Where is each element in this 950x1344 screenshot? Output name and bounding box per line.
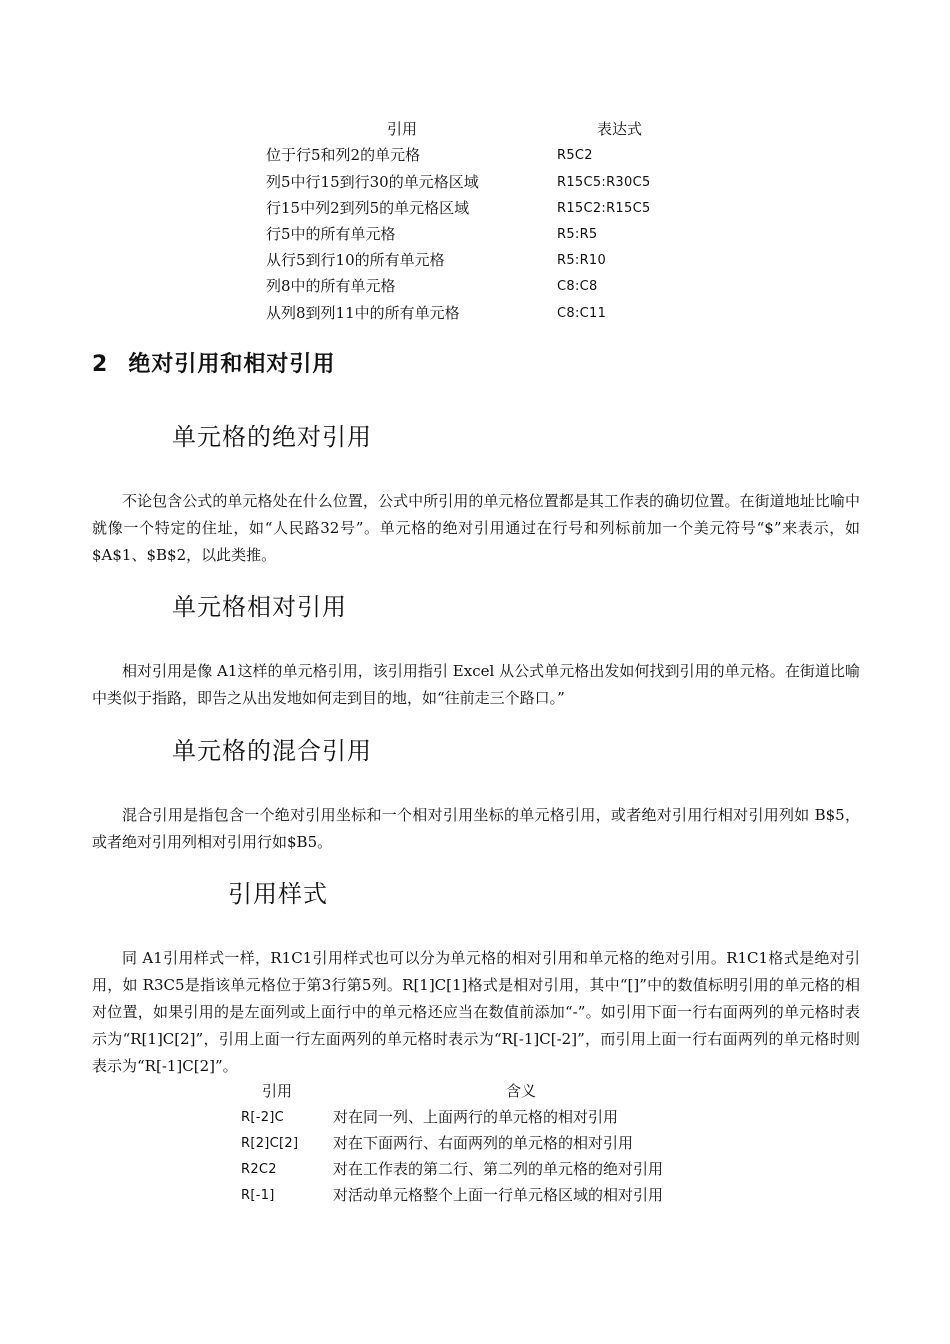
table1-row-expr: R5C2 (557, 148, 593, 163)
table2-row-meaning: 对活动单元格整个上面一行单元格区域的相对引用 (333, 1186, 664, 1204)
table1-row-expr: R5:R10 (557, 253, 607, 268)
section-number: 2 (92, 352, 109, 377)
table2-header-reference: 引用 (262, 1082, 293, 1100)
table1-row-desc: 从列8到列11中的所有单元格 (266, 304, 460, 322)
subheading-reference-style: 引用样式 (228, 880, 328, 908)
table1-row-expr: R15C5:R30C5 (557, 175, 651, 190)
table1-row-expr: C8:C8 (557, 279, 598, 294)
section-title: 绝对引用和相对引用 (128, 352, 336, 377)
paragraph-mixed-reference: 混合引用是指包含一个绝对引用坐标和一个相对引用坐标的单元格引用，或者绝对引用行相对引用列如 B$5，或者绝对引用列相对引用行如$B5。 (92, 806, 860, 851)
table1-row-desc: 位于行5和列2的单元格 (266, 146, 421, 164)
paragraph-absolute-reference: 不论包含公式的单元格处在什么位置，公式中所引用的单元格位置都是其工作表的确切位置。在街道地址比喻中就像一个特定的住址，如“人民路32号”。单元格的绝对引用通过在行号和列标前加一个美元符号“$”来表示，如$A$1、$B$2，以此类推。 (92, 492, 860, 564)
subheading-relative-reference: 单元格相对引用 (172, 593, 347, 621)
table1-header-reference: 引用 (387, 120, 418, 138)
table2-row-ref: R[-1] (241, 1188, 275, 1203)
table1-row-desc: 行15中列2到列5的单元格区域 (266, 199, 470, 217)
table1-header-expression: 表达式 (597, 120, 643, 138)
table2-row-ref: R2C2 (241, 1162, 277, 1177)
table2-header-meaning: 含义 (506, 1082, 537, 1100)
table2-row-meaning: 对在工作表的第二行、第二列的单元格的绝对引用 (333, 1160, 664, 1178)
table2-row-ref: R[-2]C (241, 1110, 285, 1125)
table1-row-expr: R15C2:R15C5 (557, 201, 651, 216)
subheading-mixed-reference: 单元格的混合引用 (172, 737, 372, 765)
paragraph-reference-style: 同 A1引用样式一样，R1C1引用样式也可以分为单元格的相对引用和单元格的绝对引用。R1C1格式是绝对引用，如 R3C5是指该单元格位于第3行第5列。R[1]C[1]格式是相对引用，其中“[]”中的数值标明引用的单元格的相对位置，如果引用的是左面列或上面行中的单元格还应当在数值前添加“-”。如引用下面一行右面两列的单元格时表示为“R[1]C[2]”，引用上面一行左面两列的单元格时表示为“R[-1]C[-2]”，而引用上面一行右面两列的单元格时则表示为“R[-1]C[2]”。 (92, 949, 860, 1075)
table1-row-desc: 从行5到行10的所有单元格 (266, 251, 445, 269)
table1-row-expr: C8:C11 (557, 306, 607, 321)
table2-row-meaning: 对在下面两行、右面两列的单元格的相对引用 (333, 1134, 634, 1152)
paragraph-relative-reference: 相对引用是像 A1这样的单元格引用，该引用指引 Excel 从公式单元格出发如何找到引用的单元格。在街道比喻中类似于指路，即告之从出发地如何走到目的地，如“往前走三个路口。” (92, 662, 860, 707)
table2-row-meaning: 对在同一列、上面两行的单元格的相对引用 (333, 1108, 619, 1126)
subheading-absolute-reference: 单元格的绝对引用 (172, 423, 372, 451)
table1-row-desc: 列5中行15到行30的单元格区域 (266, 173, 479, 191)
section-heading (92, 347, 335, 378)
table2-row-ref: R[2]C[2] (241, 1136, 299, 1151)
table1-row-desc: 列8中的所有单元格 (266, 277, 396, 295)
table1-row-desc: 行5中的所有单元格 (266, 225, 396, 243)
table1-row-expr: R5:R5 (557, 227, 598, 242)
